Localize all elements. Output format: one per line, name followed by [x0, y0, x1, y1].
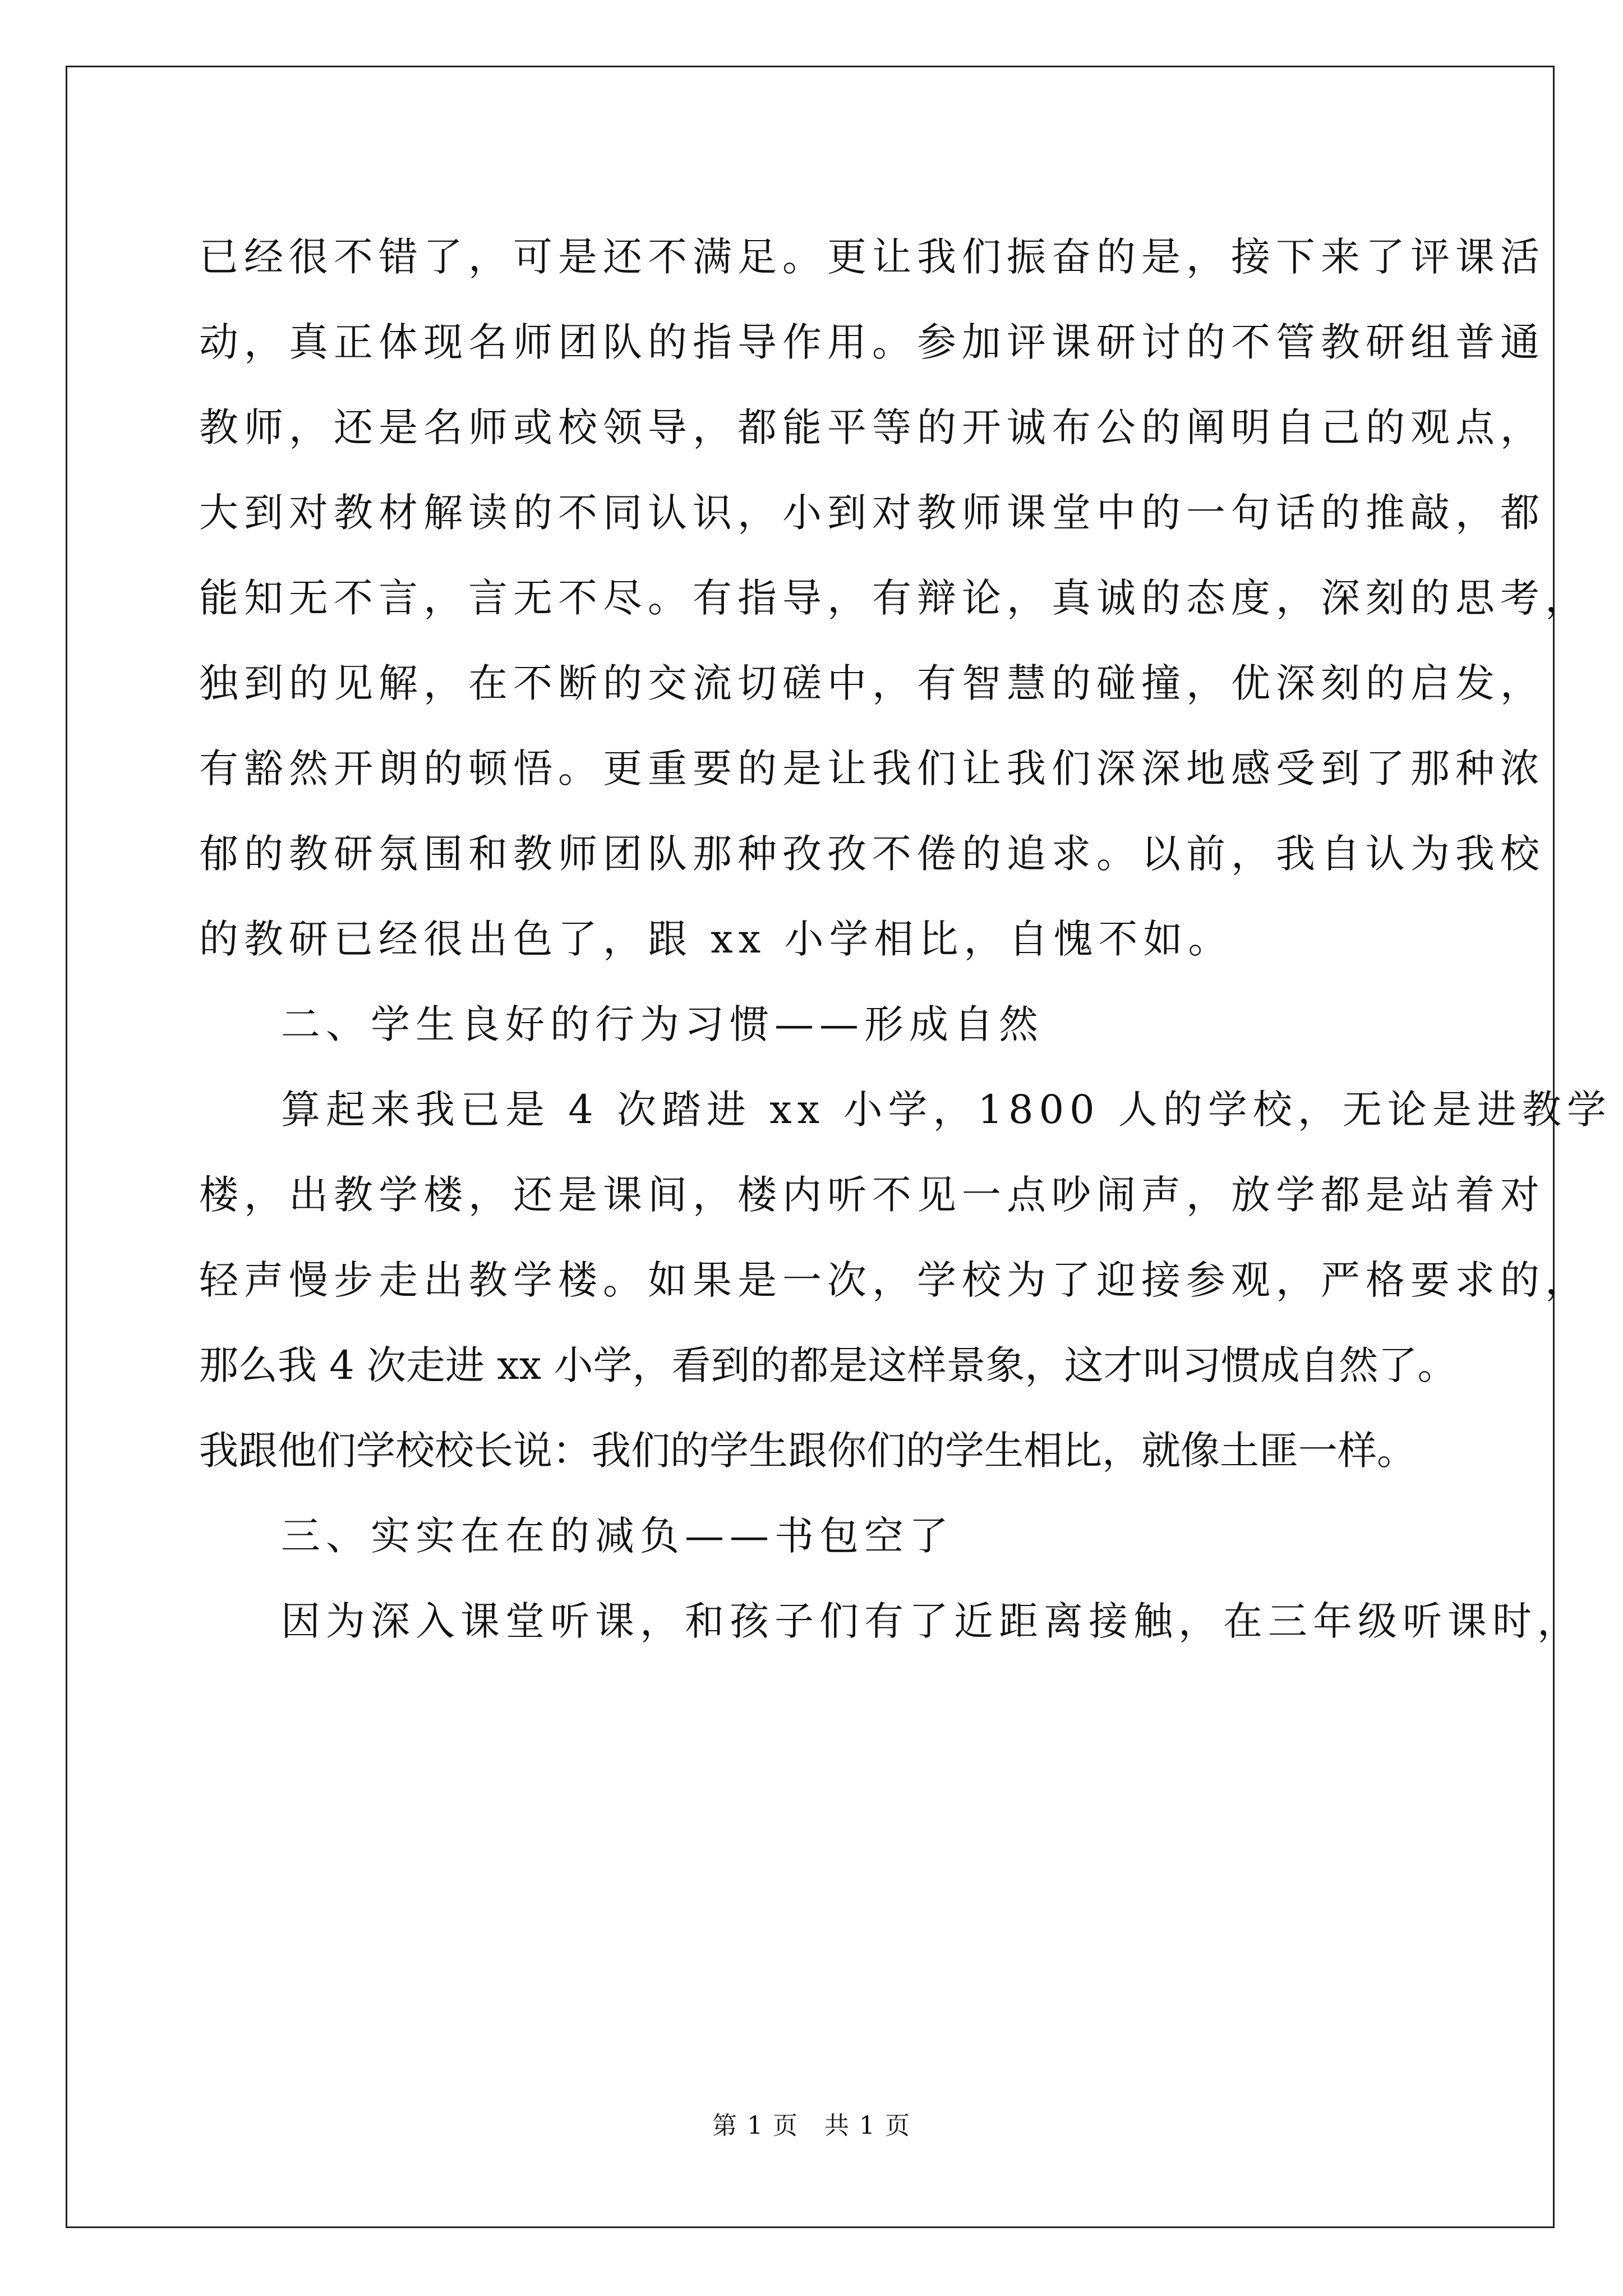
text-line-15: 我跟他们学校校长说：我们的学生跟你们的学生相比，就像土匪一样。: [199, 1428, 1416, 1474]
section-heading-3: 三、实实在在的减负——书包空了: [281, 1513, 954, 1559]
text-line-5: 能知无不言，言无不尽。有指导，有辩论，真诚的态度，深刻的思考，: [199, 575, 1590, 621]
text-line-17: 因为深入课堂听课，和孩子们有了近距离接触，在三年级听课时，: [281, 1598, 1582, 1644]
document-body: [199, 214, 1612, 1664]
text-line-11: 算起来我已是 4 次踏进 xx 小学，1800 人的学校，无论是进教学: [281, 1087, 1612, 1133]
text-line-4: 大到对教材解读的不同认识，小到对教师课堂中的一句话的推敲，都: [199, 490, 1545, 536]
text-line-9: 的教研已经很出色了，跟 xx 小学相比，自愧不如。: [199, 916, 1233, 962]
text-line-3: 教师，还是名师或校领导，都能平等的开诚布公的阐明自己的观点，: [199, 404, 1545, 450]
text-line-7: 有豁然开朗的顿悟。更重要的是让我们让我们深深地感受到了那种浓: [199, 746, 1545, 792]
text-line-8: 郁的教研氛围和教师团队那种孜孜不倦的追求。以前，我自认为我校: [199, 831, 1545, 877]
section-heading-2: 二、学生良好的行为习惯——形成自然: [281, 1001, 1044, 1047]
text-line-14: 那么我 4 次走进 xx 小学，看到的都是这样景象，这才叫习惯成自然了。: [199, 1342, 1457, 1388]
page-number-footer: 第 1 页 共 1 页: [712, 2111, 911, 2140]
text-line-12: 楼，出教学楼，还是课间，楼内听不见一点吵闹声，放学都是站着对: [199, 1172, 1545, 1218]
text-line-13: 轻声慢步走出教学楼。如果是一次，学校为了迎接参观，严格要求的，: [199, 1257, 1590, 1303]
text-line-6: 独到的见解，在不断的交流切磋中，有智慧的碰撞，优深刻的启发，: [199, 660, 1545, 706]
text-line-1: 已经很不错了，可是还不满足。更让我们振奋的是，接下来了评课活: [199, 234, 1545, 280]
text-line-2: 动，真正体现名师团队的指导作用。参加评课研讨的不管教研组普通: [199, 319, 1545, 365]
